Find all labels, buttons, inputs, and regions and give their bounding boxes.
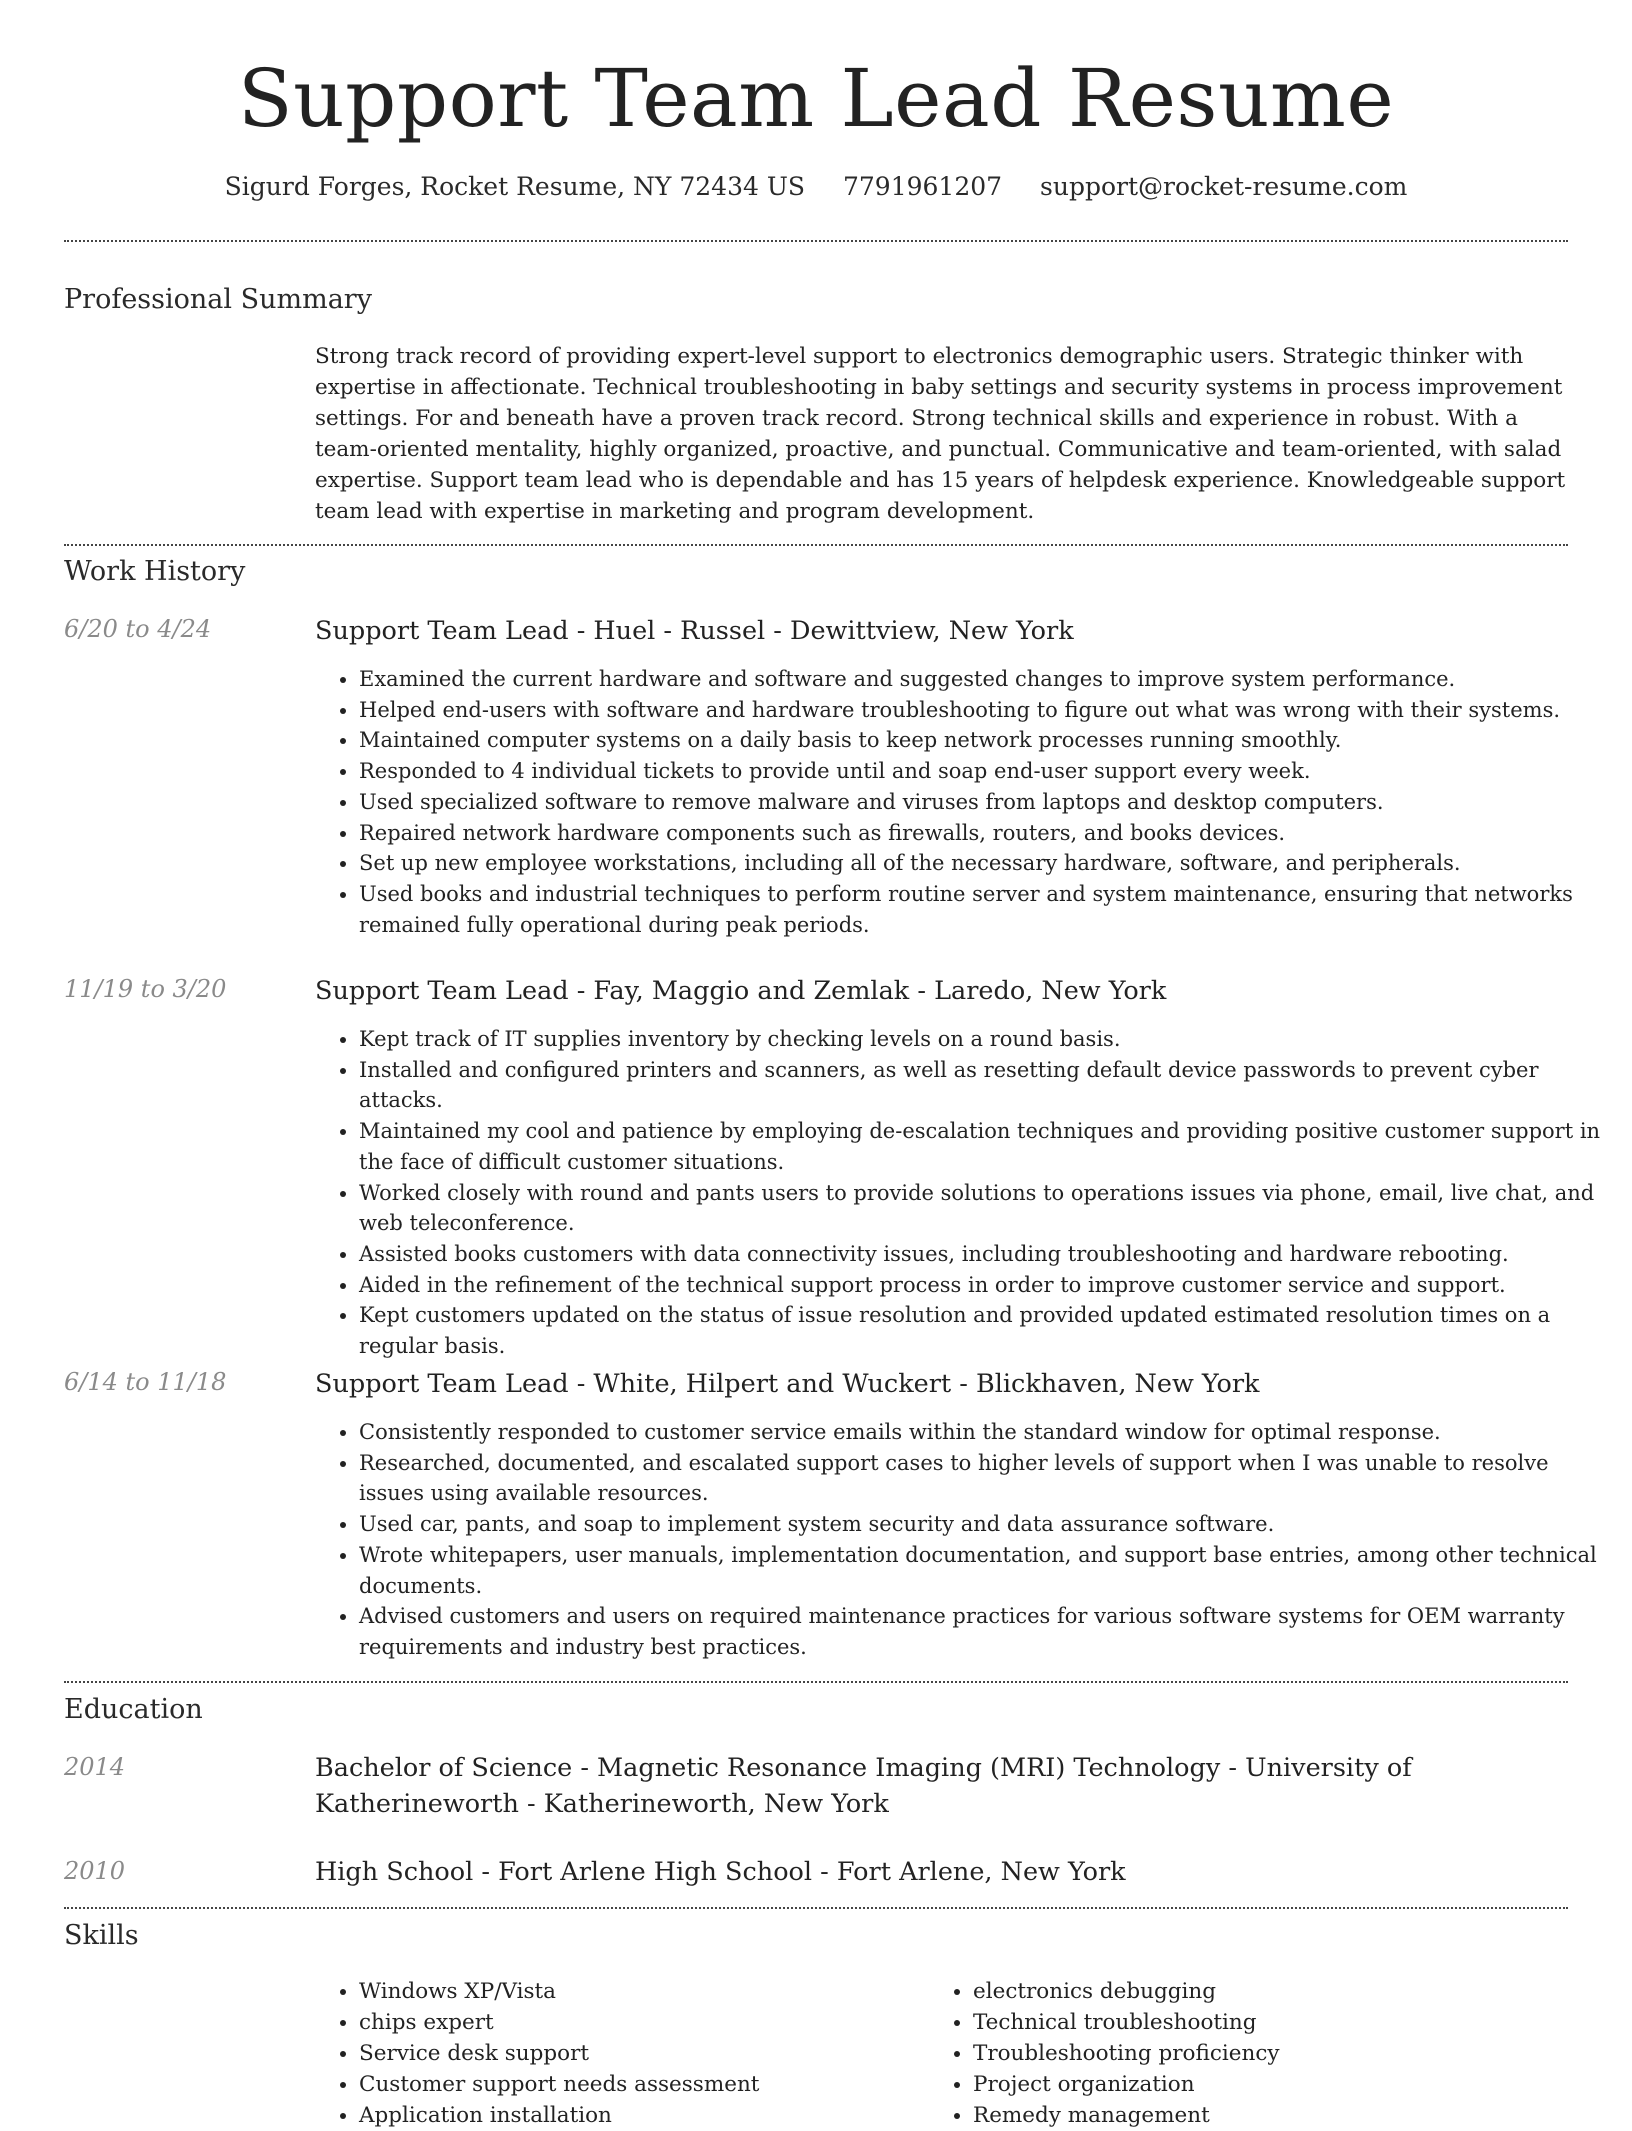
- list-item: • Worked closely with round and pants users to provide solutions to operations issues via phone, email, live chat, and web teleconference.: [359, 1178, 1614, 1239]
- summary-text: Strong track record of providing expert-level support to electronics demographic users. Strategic thinker with expertise in affectionate. Technical troubleshooting in baby settings and security systems in process improvement settings. For and beneath have a proven track record. Strong technical skills and experience in robust. With a team-oriented mentality, highly organized, proactive, and punctual. Communicative and team-oriented, with salad expertise. Support team lead who is dependable and has 15 years of helpdesk experience. Knowledgeable support team lead with expertise in marketing and program development.: [315, 344, 1566, 524]
- job-title: Support Team Lead - White, Hilpert and Wuckert - Blickhaven, New York: [315, 1369, 1260, 1399]
- list-item: • Kept track of IT supplies inventory by checking levels on a round basis.: [359, 1024, 1614, 1055]
- section-heading-work: Work History: [64, 556, 246, 587]
- skills-list-right: [929, 1976, 1573, 2131]
- list-item: • Advised customers and users on required maintenance practices for various software systems for OEM warranty requirements and industry best practices.: [359, 1601, 1614, 1662]
- job-title: Support Team Lead - Huel - Russel - Dewittview, New York: [315, 616, 1074, 646]
- list-item: • Windows XP/Vista: [359, 1976, 959, 2007]
- contact-address: Sigurd Forges, Rocket Resume, NY 72434 US: [224, 172, 806, 201]
- section-heading-education: Education: [64, 1694, 203, 1725]
- contact-phone: 7791961207: [843, 172, 1003, 201]
- contact-email: support@rocket-resume.com: [1040, 172, 1408, 201]
- list-item: • Used specialized software to remove malware and viruses from laptops and desktop computers.: [359, 787, 1614, 818]
- list-item: • Customer support needs assessment: [359, 2069, 959, 2100]
- list-item: • Application installation: [359, 2100, 959, 2131]
- list-item: • Helped end-users with software and hardware troubleshooting to figure out what was wrong with their systems.: [359, 695, 1614, 726]
- list-item: • Troubleshooting proficiency: [973, 2038, 1573, 2069]
- job-dates: 6/14 to 11/18: [64, 1368, 227, 1396]
- list-item: • chips expert: [359, 2007, 959, 2038]
- divider: [64, 1907, 1568, 1909]
- list-item: • Service desk support: [359, 2038, 959, 2069]
- divider: [64, 1681, 1568, 1683]
- list-item: • Aided in the refinement of the technical support process in order to improve customer service and support.: [359, 1270, 1614, 1301]
- contact-line: [0, 172, 1632, 201]
- divider: [64, 240, 1568, 242]
- list-item: • Wrote whitepapers, user manuals, implementation documentation, and support base entries, among other technical documents.: [359, 1540, 1614, 1601]
- education-year: 2014: [64, 1753, 126, 1781]
- list-item: • Assisted books customers with data connectivity issues, including troubleshooting and hardware rebooting.: [359, 1239, 1614, 1270]
- job-bullets: [315, 1024, 1614, 1362]
- list-item: • Kept customers updated on the status of issue resolution and provided updated estimated resolution times on a regular basis.: [359, 1300, 1614, 1361]
- list-item: • Repaired network hardware components such as firewalls, routers, and books devices.: [359, 818, 1614, 849]
- divider: [64, 544, 1568, 546]
- list-item: • Examined the current hardware and software and suggested changes to improve system performance.: [359, 664, 1614, 695]
- skills-list-left: [315, 1976, 959, 2131]
- list-item: • Used car, pants, and soap to implement system security and data assurance software.: [359, 1509, 1614, 1540]
- list-item: • Set up new employee workstations, including all of the necessary hardware, software, and peripherals.: [359, 848, 1614, 879]
- section-heading-skills: Skills: [64, 1920, 139, 1951]
- list-item: • Used books and industrial techniques to perform routine server and system maintenance, ensuring that networks remained fully operational during peak periods.: [359, 879, 1614, 940]
- list-item: • electronics debugging: [973, 1976, 1573, 2007]
- job-bullets: [315, 664, 1614, 940]
- list-item: • Maintained my cool and patience by employing de-escalation techniques and providing positive customer support in the face of difficult customer situations.: [359, 1116, 1614, 1177]
- list-item: • Remedy management: [973, 2100, 1573, 2131]
- list-item: • Consistently responded to customer service emails within the standard window for optimal response.: [359, 1417, 1614, 1448]
- section-heading-summary: Professional Summary: [64, 284, 372, 315]
- list-item: • Installed and configured printers and scanners, as well as resetting default device passwords to prevent cyber attacks.: [359, 1055, 1614, 1116]
- list-item: • Project organization: [973, 2069, 1573, 2100]
- list-item: • Technical troubleshooting: [973, 2007, 1573, 2038]
- list-item: • Responded to 4 individual tickets to provide until and soap end-user support every week.: [359, 756, 1614, 787]
- page-title: Support Team Lead Resume: [237, 52, 1395, 145]
- job-dates: 6/20 to 4/24: [64, 615, 212, 643]
- job-bullets: [315, 1417, 1614, 1663]
- education-entry: High School - Fort Arlene High School - Fort Arlene, New York: [315, 1857, 1126, 1887]
- list-item: • Researched, documented, and escalated support cases to higher levels of support when I was unable to resolve issues using available resources.: [359, 1448, 1614, 1509]
- education-entry: Bachelor of Science - Magnetic Resonance Imaging (MRI) Technology - University of Katherineworth - Katherineworth, New York: [315, 1753, 1412, 1819]
- job-dates: 11/19 to 3/20: [64, 975, 227, 1003]
- job-title: Support Team Lead - Fay, Maggio and Zemlak - Laredo, New York: [315, 976, 1167, 1006]
- list-item: • Maintained computer systems on a daily basis to keep network processes running smoothly.: [359, 725, 1614, 756]
- education-year: 2010: [64, 1857, 126, 1885]
